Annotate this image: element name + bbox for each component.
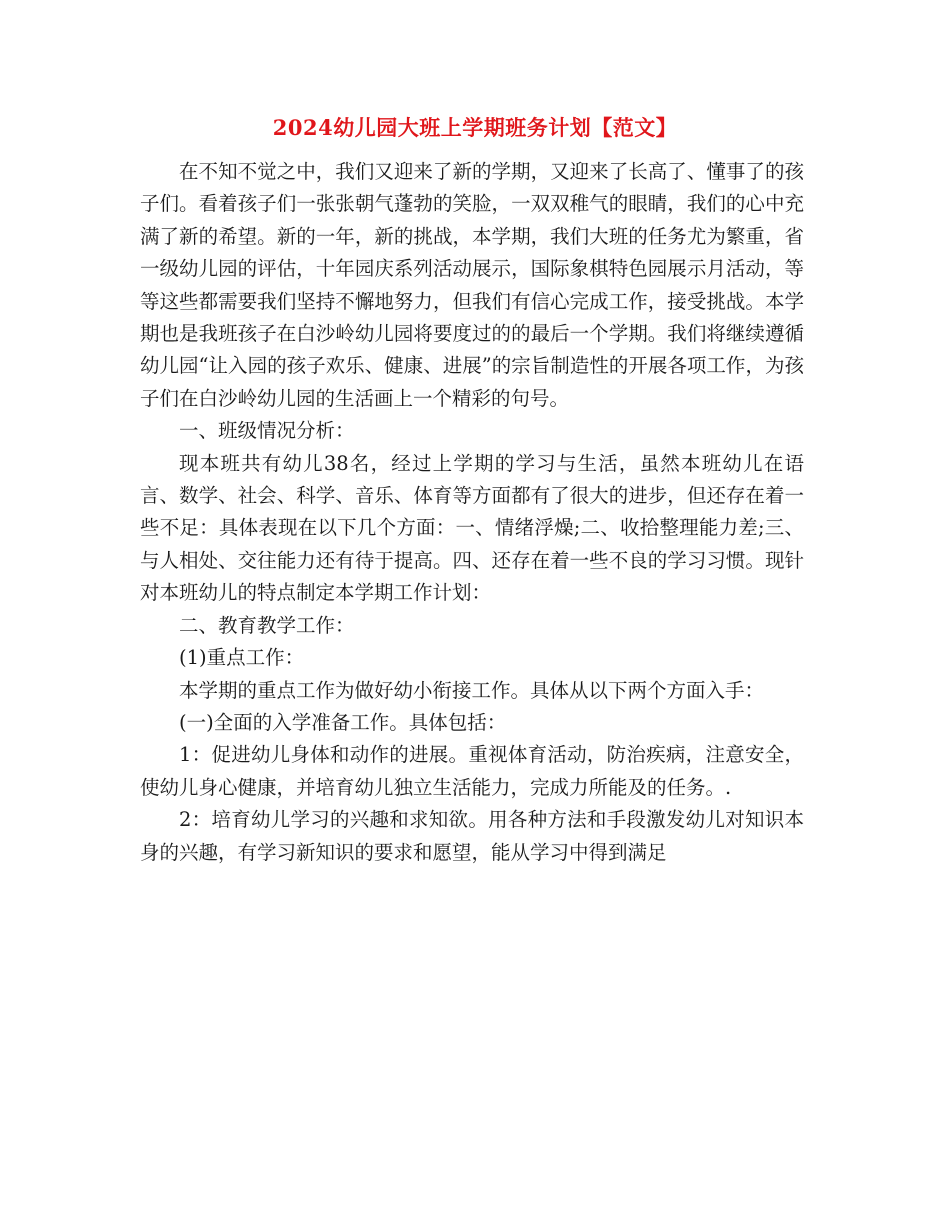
heading-school-preparation: (一)全面的入学准备工作。具体包括： [179,710,507,734]
paragraph-key-work: 本学期的重点工作为做好幼小衔接工作。具体从以下两个方面入手： [179,678,765,702]
document-body [140,156,804,869]
heading-key-work: (1)重点工作： [179,646,305,670]
paragraph-intro: 在不知不觉之中，我们又迎来了新的学期，又迎来了长高了、懂事了的孩子们。看着孩子们一张张朝气蓬勃的笑脸，一双双稚气的眼睛，我们的心中充满了新的希望。新的一年，新的挑战，本学期，我们大班的任务尤为繁重，省一级幼儿园的评估，十年园庆系列活动展示，国际象棋特色园展示月活动，等等这些都需要我们坚持不懈地努力，但我们有信心完成工作，接受挑战。本学期也是我班孩子在白沙岭幼儿园将要度过的的最后一个学期。我们将继续遵循幼儿园“让入园的孩子欢乐、健康、进展”的宗旨制造性的开展各项工作，为孩子们在白沙岭幼儿园的生活画上一个精彩的句号。 [140,160,804,410]
paragraph-class-analysis: 现本班共有幼儿38名，经过上学期的学习与生活，虽然本班幼儿在语言、数学、社会、科学、音乐、体育等方面都有了很大的进步，但还存在着一些不足：具体表现在以下几个方面：一、情绪浮燥;二、收拾整理能力差;三、与人相处、交往能力还有待于提高。四、还存在着一些不良的学习习惯。现针对本班幼儿的特点制定本学期工作计划： [140,451,804,605]
heading-teaching-work: 二、教育教学工作： [179,613,355,637]
document-title: 2024幼儿园大班上学期班务计划【范文】 [272,115,678,140]
paragraph-item-2: 2：培育幼儿学习的兴趣和求知欲。用各种方法和手段激发幼儿对知识本身的兴趣，有学习新知识的要求和愿望，能从学习中得到满足 [140,808,804,864]
heading-class-analysis: 一、班级情况分析： [179,419,355,443]
paragraph-item-1: 1：促进幼儿身体和动作的进展。重视体育活动，防治疾病，注意安全，使幼儿身心健康，并培育幼儿独立生活能力，完成力所能及的任务。. [140,743,804,799]
